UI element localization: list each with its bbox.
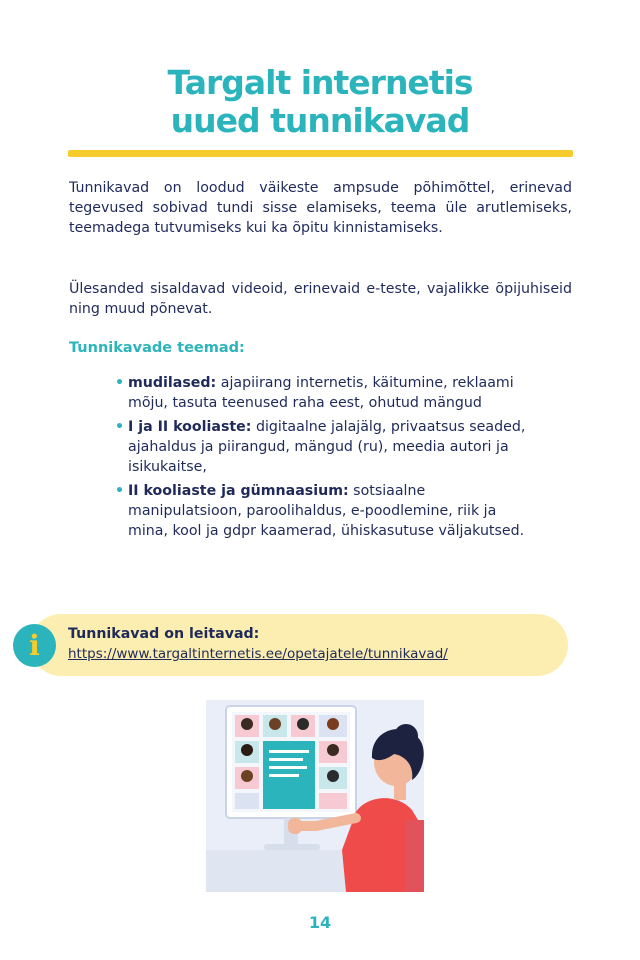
topics-list — [113, 373, 533, 545]
topic-text: digitaalne jalajälg, privaatsus seaded, ajahaldus ja piirangud, mängud (ru), meedia autori ja isikukaitse, — [128, 419, 526, 475]
lesson-plans-link[interactable]: https://www.targaltinternetis.ee/opetajatele/tunnikavad/ — [68, 646, 448, 662]
topic-item — [113, 481, 533, 541]
bullet-icon: • — [115, 375, 125, 391]
topic-item — [113, 373, 533, 413]
content-paragraph: Ülesanded sisaldavad videoid, erinevaid e-teste, vajalikke õpijuhiseid ning muud põnevat. — [69, 281, 572, 317]
page-title-line-2: uued tunnikavad — [170, 101, 470, 140]
video-tile — [235, 793, 259, 809]
page-title — [0, 64, 640, 140]
bullet-icon: • — [115, 419, 125, 435]
topic-label: mudilased: — [128, 375, 217, 391]
topic-label: II kooliaste ja gümnaasium: — [128, 483, 349, 499]
page-number: 14 — [308, 913, 332, 932]
info-title: Tunnikavad on leitavad: — [68, 626, 260, 642]
bullet-icon: • — [115, 483, 125, 499]
topic-item — [113, 417, 533, 477]
info-icon — [13, 624, 56, 667]
topics-heading: Tunnikavade teemad: — [69, 340, 245, 356]
title-divider — [68, 150, 573, 157]
topic-text: ajapiirang internetis, käitumine, reklaami mõju, tasuta teenused raha eest, ohutud mängud — [128, 375, 514, 411]
video-tile — [319, 793, 347, 809]
topic-label: I ja II kooliaste: — [128, 419, 252, 435]
topic-text: sotsiaalne manipulatsioon, paroolihaldus, e-poodlemine, riik ja mina, kool ja gdpr kaamerad, ühiskasutuse väljakutsed. — [128, 483, 525, 539]
page-title-line-1: Targalt internetis — [167, 63, 473, 102]
intro-paragraph: Tunnikavad on loodud väikeste ampsude põhimõttel, erinevad tegevused sobivad tundi sisse elamiseks, teema üle arutlemiseks, teemadega tutvumiseks kui ka õpitu kinnistamiseks. — [69, 180, 572, 236]
info-icon-glyph: i — [29, 629, 40, 662]
video-call-illustration — [206, 700, 424, 892]
person-hand — [288, 818, 302, 834]
info-callout — [30, 614, 568, 676]
